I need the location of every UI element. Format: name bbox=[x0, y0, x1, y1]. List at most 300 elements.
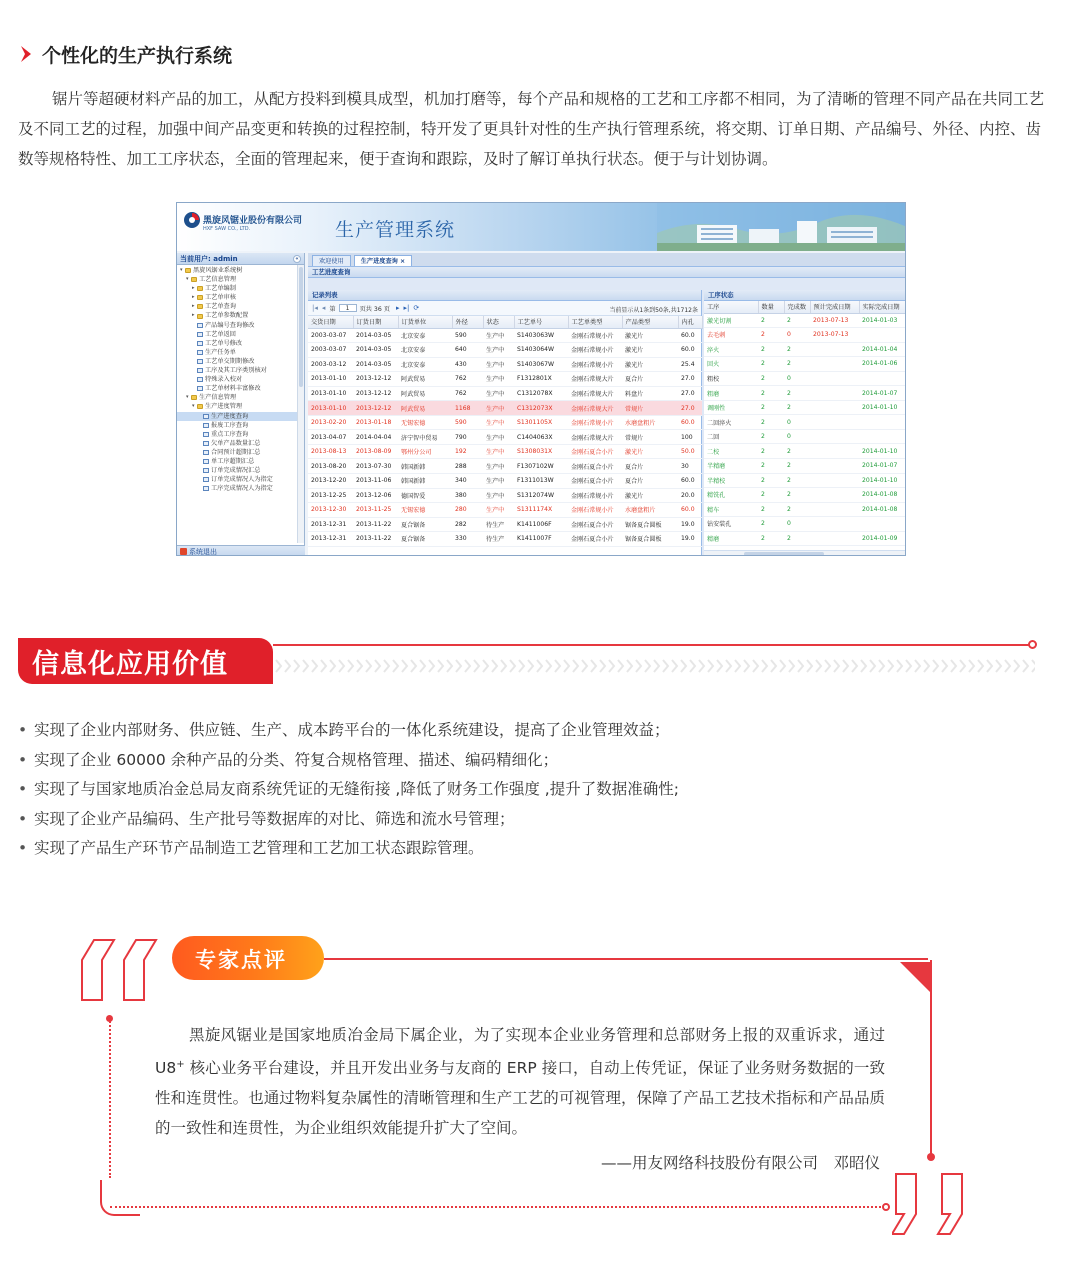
table-cell: 生产中 bbox=[483, 430, 514, 445]
table-cell: 夏合片 bbox=[622, 372, 678, 387]
tree-scrollbar[interactable] bbox=[297, 265, 304, 543]
table-cell: 激光片 bbox=[622, 328, 678, 343]
tab-welcome[interactable]: 欢迎使用 bbox=[312, 255, 351, 266]
table-cell: 2 bbox=[784, 444, 810, 459]
tree-item-label: 产品编号查询修改 bbox=[205, 321, 255, 329]
last-page-icon[interactable]: ▸| bbox=[403, 304, 410, 312]
table-cell: 2 bbox=[758, 488, 784, 503]
list-item-text: 实现了与国家地质冶金总局友商系统凭证的无缝衔接 ,降低了财务工作强度 ,提升了数据准确性; bbox=[34, 780, 679, 799]
review-text-part1: 黑旋风锯业是国家地质冶金局下属企业，为了实现本企业业务管理和总部财务上报的双重诉求，通过 U8 bbox=[155, 1026, 885, 1078]
tree-item[interactable] bbox=[177, 466, 304, 475]
value-bullet-list bbox=[18, 716, 679, 864]
tab-progress-query[interactable]: 生产进度查询 × bbox=[354, 255, 412, 266]
table-cell: 金刚石常规小片 bbox=[568, 343, 622, 358]
tree-item[interactable] bbox=[177, 311, 304, 320]
expand-arrow-icon[interactable]: ▸ bbox=[192, 303, 195, 310]
chevron-pattern-decoration bbox=[275, 657, 1035, 675]
tree-item-label: 重点工序查询 bbox=[211, 430, 249, 438]
review-bottom-dot bbox=[882, 1203, 890, 1211]
process-hscrollbar[interactable] bbox=[704, 550, 906, 556]
page-suffix: 页共 36 页 bbox=[359, 305, 390, 313]
column-header[interactable]: 工艺单号 bbox=[514, 316, 568, 328]
refresh-icon[interactable]: ⟳ bbox=[413, 304, 420, 312]
table-cell: 阿武贸易 bbox=[398, 401, 452, 416]
table-cell: 282 bbox=[452, 517, 483, 532]
table-cell: 北京安泰 bbox=[398, 343, 452, 358]
file-icon bbox=[197, 377, 203, 382]
table-cell: C1312078X bbox=[514, 386, 568, 401]
file-icon bbox=[203, 432, 209, 437]
table-cell: 生产中 bbox=[483, 328, 514, 343]
table-cell: 2 bbox=[758, 328, 784, 343]
exit-icon bbox=[180, 548, 187, 555]
tree-item[interactable] bbox=[177, 393, 304, 402]
table-cell: 2 bbox=[784, 357, 810, 372]
tree-item[interactable] bbox=[177, 484, 304, 493]
records-summary: 当前显示从1条到50条,共1712条 bbox=[609, 307, 698, 314]
tree-item-label: 报废工序查询 bbox=[211, 421, 249, 429]
table-cell: 精磨 bbox=[704, 531, 758, 546]
file-icon bbox=[203, 414, 209, 419]
expand-arrow-icon[interactable]: ▾ bbox=[186, 276, 189, 283]
list-item bbox=[18, 834, 679, 864]
table-cell: 夏合锯备 bbox=[398, 532, 452, 547]
expand-arrow-icon[interactable]: ▸ bbox=[192, 294, 195, 301]
bullet-icon: • bbox=[18, 750, 28, 769]
tree-item[interactable] bbox=[177, 293, 304, 302]
review-right-line bbox=[930, 960, 932, 1160]
tree-item[interactable] bbox=[177, 266, 304, 275]
bullet-icon: • bbox=[18, 780, 28, 799]
list-item-text: 实现了企业内部财务、供应链、生产、成本跨平台的一体化系统建设，提高了企业管理效益； bbox=[34, 721, 670, 739]
tree-item[interactable] bbox=[177, 339, 304, 348]
current-user-text: 当前用户: admin bbox=[180, 255, 238, 263]
section1-paragraph: 锯片等超硬材料产品的加工，从配方投料到模具成型，机加打磨等，每个产品和规格的工艺和工序都不相同，为了清晰的管理不同产品在共同工艺及不同工艺的过程，加强中间产品变更和转换的过程控制，特开发了更具针对性的生产执行管理系统，将交期、订单日期、产品编号、外径、内控、齿数等规格特性、加工工序状态，全面的管理起来，便于查询和跟踪，及时了解订单执行状态。便于与计划协调。 bbox=[18, 90, 1045, 168]
table-cell: 2014-01-10 bbox=[859, 444, 906, 459]
column-header[interactable]: 状态 bbox=[483, 316, 514, 328]
table-cell: 2 bbox=[784, 531, 810, 546]
tree-item[interactable] bbox=[177, 321, 304, 330]
table-cell: 精铣孔 bbox=[704, 488, 758, 503]
table-cell: 回火 bbox=[704, 357, 758, 372]
expand-arrow-icon[interactable]: ▾ bbox=[192, 403, 195, 410]
tree-item-label: 工艺单返回 bbox=[205, 330, 236, 338]
table-row[interactable] bbox=[308, 343, 702, 358]
app-main bbox=[308, 253, 906, 556]
table-cell: 60.0 bbox=[678, 343, 702, 358]
section2-divider-dot bbox=[1028, 640, 1037, 649]
table-cell: 2013-08-09 bbox=[353, 444, 398, 459]
list-item bbox=[18, 716, 679, 746]
list-item bbox=[18, 775, 679, 805]
page-number-input[interactable]: 1 bbox=[339, 304, 357, 312]
table-row[interactable] bbox=[704, 502, 906, 517]
records-title-text: 记录列表 bbox=[312, 291, 338, 299]
table-cell: 生产中 bbox=[483, 444, 514, 459]
table-row[interactable] bbox=[704, 386, 906, 401]
table-row[interactable] bbox=[308, 357, 702, 372]
table-cell: 2013-01-10 bbox=[308, 386, 353, 401]
folder-icon bbox=[185, 268, 191, 273]
tree-item[interactable] bbox=[177, 348, 304, 357]
tree-item-label: 欠单产品数量汇总 bbox=[211, 439, 261, 447]
section1-heading bbox=[18, 40, 232, 68]
orders-grid bbox=[308, 290, 702, 556]
table-cell: 2 bbox=[758, 531, 784, 546]
table-cell: 2 bbox=[784, 488, 810, 503]
table-cell: 金刚石常规大片 bbox=[568, 372, 622, 387]
table-cell: 640 bbox=[452, 343, 483, 358]
table-cell: 60.0 bbox=[678, 415, 702, 430]
table-cell: 2 bbox=[758, 342, 784, 357]
table-cell: 粗磨 bbox=[704, 386, 758, 401]
tree-item-label: 工艺信息管理 bbox=[199, 276, 237, 284]
review-left-dotted-line bbox=[109, 1018, 111, 1178]
table-cell: S1312074W bbox=[514, 488, 568, 503]
table-cell: 30 bbox=[678, 459, 702, 474]
first-page-icon[interactable]: |◂ bbox=[312, 304, 318, 312]
table-cell: 激光片 bbox=[622, 343, 678, 358]
file-icon bbox=[197, 359, 203, 364]
table-cell: 2014-03-05 bbox=[353, 343, 398, 358]
file-icon bbox=[203, 423, 209, 428]
app-screenshot bbox=[176, 202, 906, 556]
table-cell: 0 bbox=[784, 415, 810, 430]
table-row[interactable] bbox=[308, 473, 702, 488]
table-row[interactable] bbox=[704, 328, 906, 343]
table-cell: 金刚石夏合小片 bbox=[568, 532, 622, 547]
tree-item[interactable] bbox=[177, 330, 304, 339]
chevron-right-icon bbox=[18, 45, 34, 63]
tree-item-label: 订单完成情况汇总 bbox=[211, 467, 261, 475]
table-cell: 料盘片 bbox=[622, 386, 678, 401]
table-row[interactable] bbox=[704, 531, 906, 546]
table-cell bbox=[859, 517, 906, 532]
expand-arrow-icon[interactable]: ▸ bbox=[192, 312, 195, 319]
table-row[interactable] bbox=[308, 386, 702, 401]
table-cell: 2013-12-25 bbox=[308, 488, 353, 503]
table-cell: 金刚石常规小片 bbox=[568, 488, 622, 503]
list-item bbox=[18, 746, 679, 776]
table-cell: 水磨盘粗片 bbox=[622, 503, 678, 518]
table-cell: 288 bbox=[452, 459, 483, 474]
table-row[interactable] bbox=[308, 532, 702, 547]
table-cell: 2014-01-10 bbox=[859, 400, 906, 415]
table-cell: 金刚石常规小片 bbox=[568, 503, 622, 518]
tree-item-label: 工艺单编制 bbox=[205, 285, 236, 293]
table-cell: 330 bbox=[452, 532, 483, 547]
tree-item-label: 工艺单材料丰富修改 bbox=[205, 385, 261, 393]
table-row[interactable] bbox=[704, 444, 906, 459]
table-row[interactable] bbox=[704, 342, 906, 357]
column-header[interactable]: 数量 bbox=[758, 301, 784, 313]
tree-item-label: 工艺单交期期修改 bbox=[205, 357, 255, 365]
column-header[interactable]: 外径 bbox=[452, 316, 483, 328]
table-cell: 阿武贸易 bbox=[398, 372, 452, 387]
table-row[interactable] bbox=[704, 357, 906, 372]
table-cell: 金刚石常规小片 bbox=[568, 328, 622, 343]
tree-item[interactable] bbox=[177, 439, 304, 448]
table-cell: 2013-01-10 bbox=[308, 372, 353, 387]
table-cell bbox=[810, 415, 859, 430]
table-cell: 去毛刺 bbox=[704, 328, 758, 343]
table-cell: 2 bbox=[758, 458, 784, 473]
file-icon bbox=[203, 477, 209, 482]
exit-button[interactable] bbox=[177, 545, 305, 556]
table-row[interactable] bbox=[704, 517, 906, 532]
table-row[interactable] bbox=[704, 429, 906, 444]
table-cell: 生产中 bbox=[483, 401, 514, 416]
table-cell: 2013-12-12 bbox=[353, 386, 398, 401]
table-cell: 德国智爱 bbox=[398, 488, 452, 503]
app-company-name-en: HXF SAW CO., LTD. bbox=[203, 226, 251, 232]
tree-item[interactable] bbox=[177, 366, 304, 375]
table-row[interactable] bbox=[308, 372, 702, 387]
table-cell bbox=[810, 517, 859, 532]
column-header[interactable]: 工艺单类型 bbox=[568, 316, 622, 328]
table-cell: S1403063W bbox=[514, 328, 568, 343]
next-page-icon[interactable]: ▸ bbox=[395, 304, 400, 312]
table-row[interactable] bbox=[308, 517, 702, 532]
expert-review-text bbox=[155, 1020, 885, 1143]
table-row[interactable] bbox=[308, 503, 702, 518]
table-cell: 27.0 bbox=[678, 372, 702, 387]
tree-item-label: 工艺单审核 bbox=[205, 294, 236, 302]
bullet-icon: • bbox=[18, 839, 28, 858]
table-cell: S1308031X bbox=[514, 444, 568, 459]
nav-tree bbox=[177, 265, 304, 543]
column-header[interactable]: 预计完成日期 bbox=[810, 301, 859, 313]
process-table bbox=[704, 301, 906, 546]
table-row[interactable] bbox=[308, 444, 702, 459]
table-cell: 二回 bbox=[704, 429, 758, 444]
table-cell: 762 bbox=[452, 372, 483, 387]
table-cell: 2014-03-05 bbox=[353, 357, 398, 372]
tree-item[interactable] bbox=[177, 375, 304, 384]
table-cell: S1403067W bbox=[514, 357, 568, 372]
tree-item[interactable] bbox=[177, 302, 304, 311]
table-row[interactable] bbox=[704, 371, 906, 386]
table-cell: 2014-01-09 bbox=[859, 531, 906, 546]
column-header[interactable]: 完成数 bbox=[784, 301, 810, 313]
tree-item[interactable] bbox=[177, 384, 304, 393]
table-cell: 340 bbox=[452, 473, 483, 488]
table-cell: 待生产 bbox=[483, 517, 514, 532]
table-cell: 2014-01-07 bbox=[859, 386, 906, 401]
expand-arrow-icon[interactable]: ▸ bbox=[192, 285, 195, 292]
column-header[interactable]: 交货日期 bbox=[308, 316, 353, 328]
page-prefix: 第 bbox=[329, 305, 336, 313]
tree-item-label: 特殊录入校对 bbox=[205, 376, 243, 384]
table-cell: 2014-04-04 bbox=[353, 430, 398, 445]
tree-item-label: 黑旋风锯业系统树 bbox=[193, 267, 243, 274]
table-cell: 金刚石夏合小片 bbox=[568, 459, 622, 474]
table-cell: 762 bbox=[452, 386, 483, 401]
table-cell: 待生产 bbox=[483, 532, 514, 547]
table-cell: 半精磨 bbox=[704, 458, 758, 473]
table-row[interactable] bbox=[704, 313, 906, 328]
column-header[interactable]: 实际完成日期 bbox=[859, 301, 906, 313]
table-cell: 钻安装孔 bbox=[704, 517, 758, 532]
table-cell: 2014-01-04 bbox=[859, 342, 906, 357]
table-cell bbox=[859, 371, 906, 386]
table-cell: 0 bbox=[784, 429, 810, 444]
review-text-sup: + bbox=[176, 1059, 185, 1070]
table-cell: 2013-11-22 bbox=[353, 532, 398, 547]
table-cell: 生产中 bbox=[483, 386, 514, 401]
table-cell: 2013-04-07 bbox=[308, 430, 353, 445]
column-header[interactable]: 订货日期 bbox=[353, 316, 398, 328]
table-cell: 生产中 bbox=[483, 459, 514, 474]
app-system-title: 生产管理系统 bbox=[335, 219, 456, 241]
table-cell: 2013-07-13 bbox=[810, 313, 859, 328]
section1-title: 个性化的生产执行系统 bbox=[42, 44, 233, 67]
table-cell: 半精校 bbox=[704, 473, 758, 488]
table-cell: 0 bbox=[784, 517, 810, 532]
table-row[interactable] bbox=[308, 415, 702, 430]
table-cell: K1411007F bbox=[514, 532, 568, 547]
table-cell: 2013-12-31 bbox=[308, 532, 353, 547]
table-cell: 2 bbox=[758, 444, 784, 459]
tab-bar bbox=[308, 253, 906, 267]
tree-item[interactable] bbox=[177, 448, 304, 457]
table-row[interactable] bbox=[308, 430, 702, 445]
column-header[interactable]: 工序 bbox=[704, 301, 758, 313]
table-cell: 0 bbox=[784, 371, 810, 386]
review-top-line bbox=[324, 958, 928, 960]
tree-item[interactable] bbox=[177, 357, 304, 366]
list-item-text: 实现了产品生产环节产品制造工艺管理和工艺加工状态跟踪管理。 bbox=[34, 839, 484, 858]
folder-icon bbox=[197, 286, 203, 291]
table-cell: 常规片 bbox=[622, 401, 678, 416]
table-row[interactable] bbox=[308, 401, 702, 416]
table-row[interactable] bbox=[308, 459, 702, 474]
table-cell: 生产中 bbox=[483, 473, 514, 488]
table-cell bbox=[810, 531, 859, 546]
table-cell bbox=[810, 400, 859, 415]
folder-icon bbox=[191, 277, 197, 282]
process-title-text: 工序状态 bbox=[708, 291, 734, 299]
table-cell: 1168 bbox=[452, 401, 483, 416]
table-cell: S1301105X bbox=[514, 415, 568, 430]
table-cell: K1411006F bbox=[514, 517, 568, 532]
file-icon bbox=[203, 459, 209, 464]
tree-item[interactable] bbox=[177, 412, 304, 421]
table-cell: 2013-12-31 bbox=[308, 517, 353, 532]
table-cell: 韩国新韩 bbox=[398, 459, 452, 474]
table-cell: 常规片 bbox=[622, 430, 678, 445]
list-item bbox=[18, 805, 679, 835]
table-cell bbox=[810, 371, 859, 386]
tree-item-label: 生产进度管理 bbox=[205, 403, 243, 411]
table-cell bbox=[810, 429, 859, 444]
table-cell bbox=[810, 458, 859, 473]
table-cell: 2013-11-25 bbox=[353, 503, 398, 518]
tree-item[interactable] bbox=[177, 275, 304, 284]
table-cell: 无锡宏德 bbox=[398, 415, 452, 430]
table-row[interactable] bbox=[704, 458, 906, 473]
table-row[interactable] bbox=[704, 488, 906, 503]
table-row[interactable] bbox=[308, 488, 702, 503]
buildings-image bbox=[657, 203, 906, 251]
table-cell bbox=[810, 473, 859, 488]
tree-item-label: 合同预计超期汇总 bbox=[211, 448, 261, 456]
column-header[interactable]: 产品类型 bbox=[622, 316, 678, 328]
expand-arrow-icon[interactable]: ▾ bbox=[186, 394, 189, 401]
table-cell bbox=[810, 502, 859, 517]
table-cell: 金刚石常规大片 bbox=[568, 401, 622, 416]
tree-item[interactable] bbox=[177, 402, 304, 411]
file-icon bbox=[197, 332, 203, 337]
table-cell bbox=[810, 342, 859, 357]
table-cell: 27.0 bbox=[678, 401, 702, 416]
table-cell: C1404063X bbox=[514, 430, 568, 445]
table-cell: 280 bbox=[452, 503, 483, 518]
table-cell: F1312801X bbox=[514, 372, 568, 387]
table-cell: 2013-12-12 bbox=[353, 401, 398, 416]
file-icon bbox=[197, 386, 203, 391]
folder-icon bbox=[191, 395, 197, 400]
records-title bbox=[308, 290, 701, 301]
table-cell: 2014-01-10 bbox=[859, 473, 906, 488]
table-cell: 锯备夏合圆板 bbox=[622, 517, 678, 532]
corner-triangle-decoration bbox=[900, 962, 930, 992]
table-cell: 2 bbox=[758, 517, 784, 532]
table-row[interactable] bbox=[308, 328, 702, 343]
table-cell: 二回淬火 bbox=[704, 415, 758, 430]
prev-page-icon[interactable]: ◂ bbox=[321, 304, 326, 312]
table-cell: 2 bbox=[784, 502, 810, 517]
table-cell: 2 bbox=[784, 342, 810, 357]
table-cell: 2 bbox=[784, 473, 810, 488]
tree-item[interactable] bbox=[177, 421, 304, 430]
table-cell: 19.0 bbox=[678, 517, 702, 532]
review-text-part2: 核心业务平台建设，并且开发出业务与友商的 ERP 接口，自动上传凭证，保证了业务财务数据的一致性和连贯性。也通过物料复杂属性的清晰管理和生产工艺的可视管理，保障了产品工艺技术指标和产品品质的一致性和连贯性，为企业组织效能提升扩大了空间。 bbox=[155, 1059, 885, 1138]
table-cell: 2 bbox=[758, 313, 784, 328]
table-cell: 2014-01-08 bbox=[859, 488, 906, 503]
table-cell: 2013-08-13 bbox=[308, 444, 353, 459]
tree-item[interactable] bbox=[177, 457, 304, 466]
company-logo-icon bbox=[183, 211, 201, 229]
table-cell: 调刚性 bbox=[704, 400, 758, 415]
table-cell: 激光片 bbox=[622, 488, 678, 503]
table-cell: 380 bbox=[452, 488, 483, 503]
tree-item[interactable] bbox=[177, 284, 304, 293]
table-cell: 夏合片 bbox=[622, 459, 678, 474]
file-icon bbox=[203, 441, 209, 446]
table-cell: 2013-12-30 bbox=[308, 503, 353, 518]
tree-item[interactable] bbox=[177, 475, 304, 484]
column-header[interactable]: 内孔 bbox=[678, 316, 702, 328]
expand-arrow-icon[interactable]: ▾ bbox=[180, 267, 183, 273]
table-cell: 430 bbox=[452, 357, 483, 372]
column-header[interactable]: 订货单位 bbox=[398, 316, 452, 328]
folder-icon bbox=[197, 295, 203, 300]
table-cell: 鄂州分公司 bbox=[398, 444, 452, 459]
table-row[interactable] bbox=[704, 415, 906, 430]
table-row[interactable] bbox=[704, 473, 906, 488]
app-company-name: 黑旋风锯业股份有限公司 bbox=[203, 216, 303, 226]
table-cell: 790 bbox=[452, 430, 483, 445]
exit-label: 系统退出 bbox=[189, 547, 217, 556]
table-row[interactable] bbox=[704, 400, 906, 415]
tree-item-label: 工艺单查询 bbox=[205, 303, 236, 311]
collapse-sidebar-icon[interactable]: « bbox=[293, 255, 301, 263]
tree-item[interactable] bbox=[177, 430, 304, 439]
table-cell: 27.0 bbox=[678, 386, 702, 401]
table-cell: 2 bbox=[758, 386, 784, 401]
table-cell: 激光片 bbox=[622, 444, 678, 459]
